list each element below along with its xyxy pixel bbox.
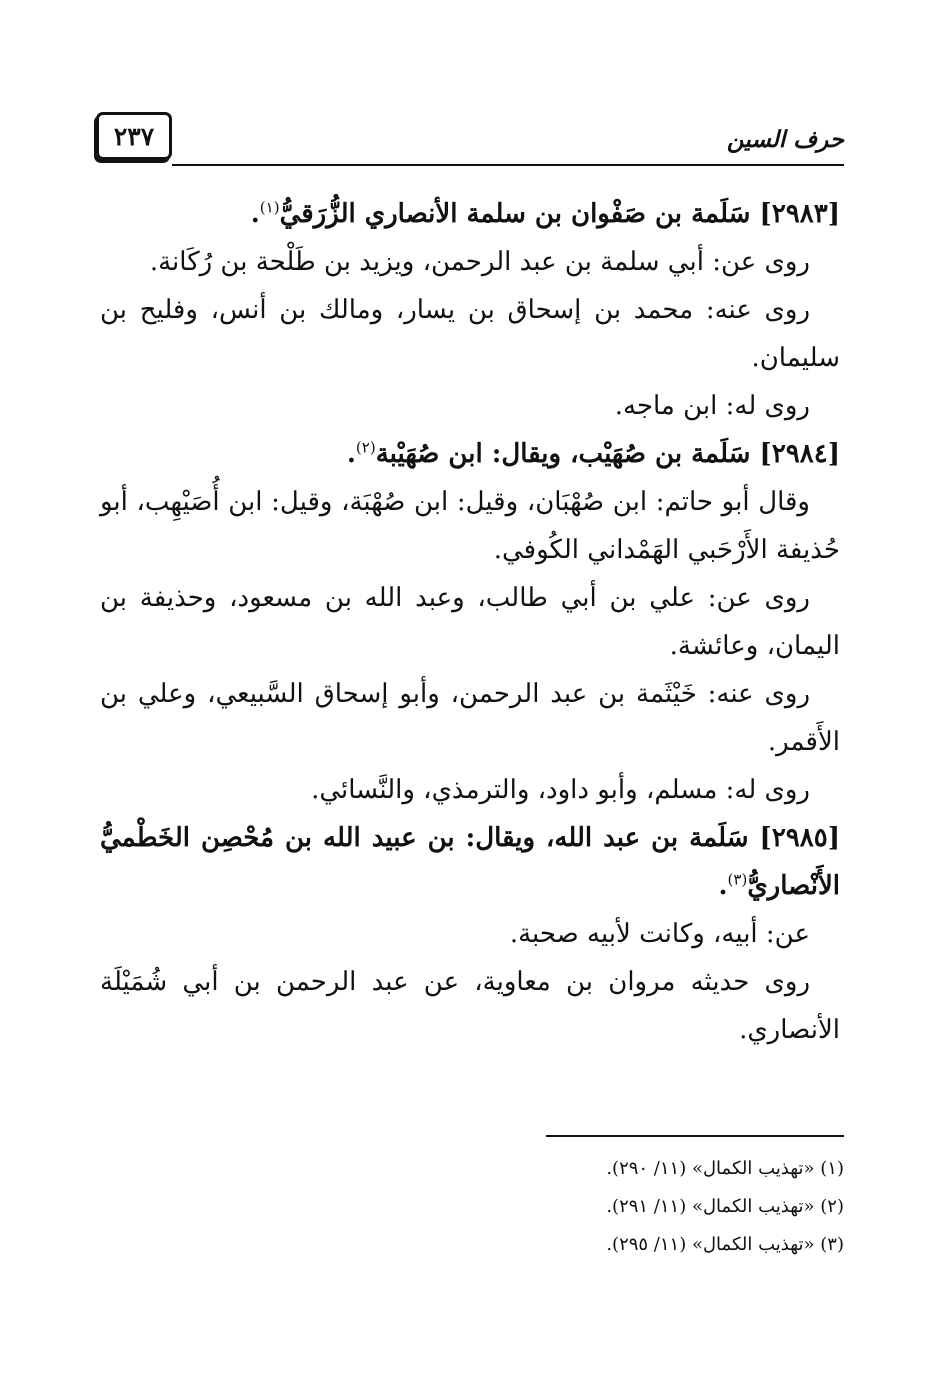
entry-heading-text: [٢٩٨٣] سَلَمة بن صَفْوان بن سلمة الأنصاري الزُّرَقيُّ [279, 199, 840, 229]
entry-paragraph: روى عنه: خَيْثَمة بن عبد الرحمن، وأبو إسحاق السَّبيعي، وعلي بن الأَقمر. [100, 679, 840, 757]
footnote-3: (٣) «تهذيب الكمال» (١١/ ٢٩٥). [606, 1234, 844, 1255]
entry-paragraph: روى عن: علي بن أبي طالب، وعبد الله بن مسعود، وحذيفة بن اليمان، وعائشة. [100, 583, 840, 661]
footnote-ref-1[interactable]: (١) [259, 198, 280, 217]
page-number: ٢٣٧ [96, 112, 172, 160]
footnotes [420, 1150, 844, 1264]
entry-heading-2984 [100, 430, 840, 478]
entry-paragraph: روى له: ابن ماجه. [614, 391, 810, 421]
entry-heading-2983 [100, 190, 840, 238]
entry-heading-2985 [100, 814, 840, 910]
footnote-rule [546, 1135, 844, 1137]
entry-paragraph: روى عن: أبي سلمة بن عبد الرحمن، ويزيد بن طَلْحة بن رُكَانة. [149, 247, 810, 277]
header-rule [172, 164, 844, 166]
entry-paragraph: روى حديثه مروان بن معاوية، عن عبد الرحمن بن أبي شُمَيْلَة الأنصاري. [100, 967, 840, 1045]
page-header [96, 112, 844, 168]
footnote-2: (٢) «تهذيب الكمال» (١١/ ٢٩١). [606, 1196, 844, 1217]
entry-heading-text: [٢٩٨٤] سَلَمة بن صُهَيْب، ويقال: ابن صُهَيْبة [375, 439, 840, 469]
entry-paragraph: روى عنه: محمد بن إسحاق بن يسار، ومالك بن أنس، وفليح بن سليمان. [100, 295, 840, 373]
heading-end: . [718, 871, 728, 901]
footnote-ref-2[interactable]: (٢) [355, 438, 376, 457]
footnote-1: (١) «تهذيب الكمال» (١١/ ٢٩٠). [606, 1158, 844, 1179]
entry-heading-text: [٢٩٨٥] سَلَمة بن عبد الله، ويقال: بن عبيد الله بن مُحْصِن الخَطْميُّ الأَنْصاريُّ [100, 823, 840, 901]
running-title: حرف السين [726, 126, 844, 153]
heading-end: . [346, 439, 356, 469]
entry-paragraph: وقال أبو حاتم: ابن صُهْبَان، وقيل: ابن صُهْبَة، وقيل: ابن أُصَيْهِب، أبو حُذيفة الأَرْحَبي الهَمْداني الكُوفي. [100, 487, 840, 565]
heading-end: . [250, 199, 260, 229]
entry-paragraph: عن: أبيه، وكانت لأبيه صحبة. [509, 919, 810, 949]
page-body [100, 190, 840, 1054]
footnote-ref-3[interactable]: (٣) [727, 870, 748, 889]
entry-paragraph: روى له: مسلم، وأبو داود، والترمذي، والنَّسائي. [311, 775, 810, 805]
